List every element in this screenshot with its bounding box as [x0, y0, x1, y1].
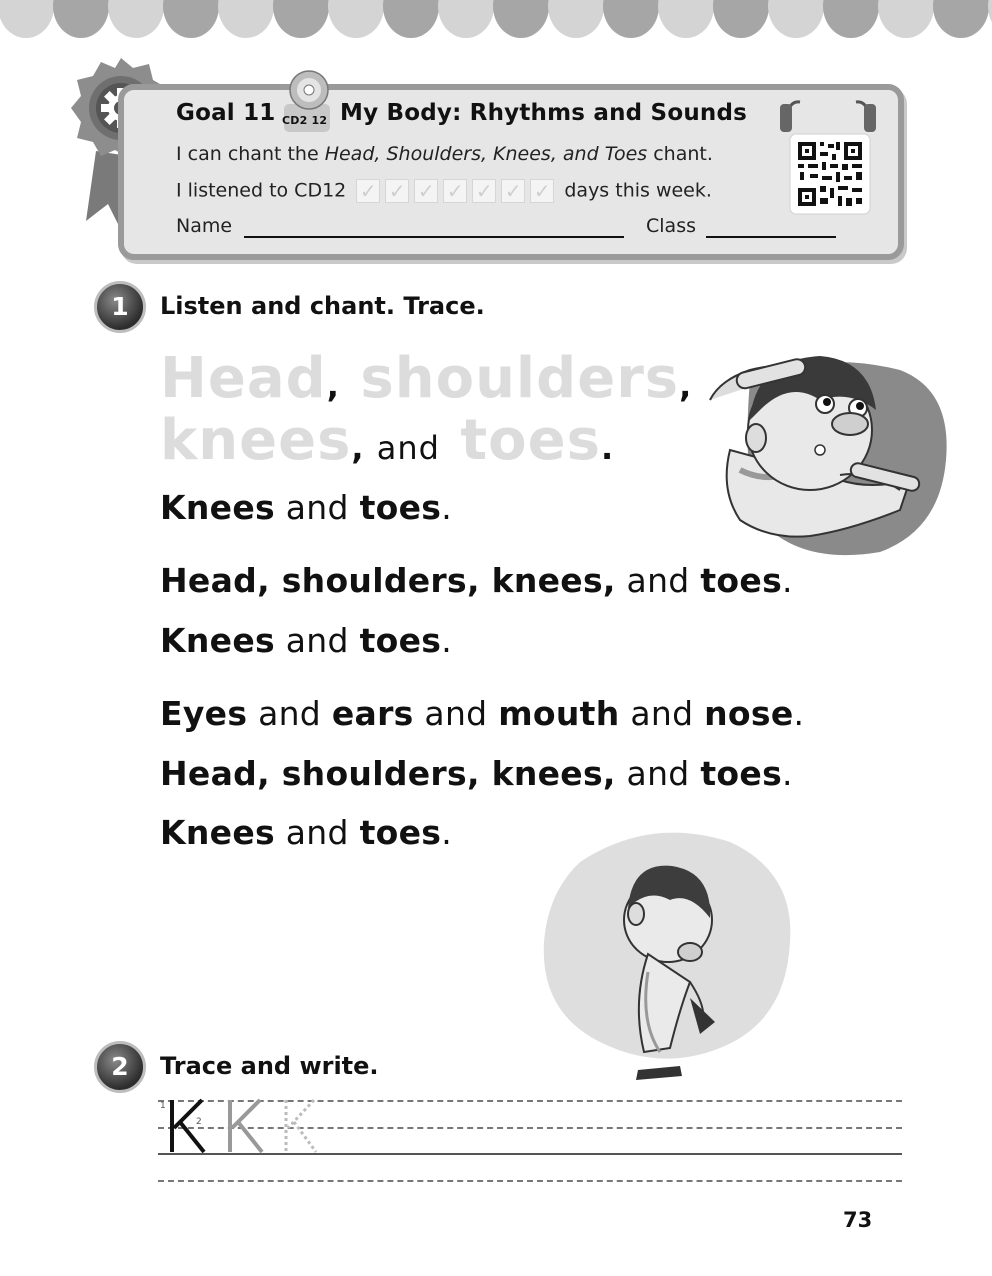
section-2-number: 2 [94, 1041, 146, 1093]
day-checkbox[interactable]: ✓ [385, 179, 409, 203]
trace-line-2 [160, 408, 614, 473]
scallop-shape [988, 0, 992, 38]
chant-bold: toes [359, 813, 442, 852]
letter-k-trace-dark [230, 1100, 262, 1152]
trace-word[interactable]: shoulders [360, 346, 680, 411]
trace-word[interactable]: Head [160, 346, 327, 411]
section-2-instruction: Trace and write. [160, 1052, 379, 1080]
chant-bold: toes [359, 621, 442, 660]
day-checkbox[interactable]: ✓ [530, 179, 554, 203]
chant-normal: and [413, 694, 499, 733]
name-field[interactable] [244, 236, 624, 238]
scallop-shape [933, 0, 989, 38]
scallop-shape [53, 0, 109, 38]
section-1-instruction: Listen and chant. Trace. [160, 292, 485, 320]
scallop-shape [603, 0, 659, 38]
scalloped-border [0, 0, 992, 40]
scallop-shape [0, 0, 54, 38]
statement-suffix: chant. [647, 143, 713, 165]
connector-word: and [376, 429, 440, 467]
scallop-shape [218, 0, 274, 38]
letter-k-tracing[interactable] [158, 1094, 328, 1158]
chant-bold: Knees [160, 813, 275, 852]
headphones-icon [780, 104, 792, 132]
boy-touching-toes-illustration [540, 822, 795, 1084]
chant-period: . [782, 561, 793, 600]
chant-line [160, 621, 452, 660]
day-checkbox[interactable]: ✓ [472, 179, 496, 203]
trace-word[interactable]: knees [160, 408, 352, 473]
day-checkbox[interactable]: ✓ [501, 179, 525, 203]
goal-statement [176, 143, 713, 165]
goal-label: Goal 11 [176, 100, 276, 126]
chant-normal: and [274, 488, 360, 527]
chant-normal: and [274, 813, 360, 852]
trace-word[interactable]: toes [460, 408, 601, 473]
handwriting-descender-line [158, 1180, 902, 1182]
scallop-shape [438, 0, 494, 38]
scallop-shape [383, 0, 439, 38]
day-checkboxes [356, 179, 554, 203]
chant-bold: Head, shoulders, knees, [160, 561, 616, 600]
page-number: 73 [843, 1208, 873, 1232]
chant-line [160, 561, 793, 600]
chant-bold: mouth [498, 694, 620, 733]
goal-title: My Body: Rhythms and Sounds [340, 100, 748, 126]
scallop-shape [768, 0, 824, 38]
statement-prefix: I can chant the [176, 143, 325, 165]
letter-k-model [160, 1100, 204, 1152]
day-checkbox[interactable]: ✓ [443, 179, 467, 203]
scallop-shape [108, 0, 164, 38]
chant-name: Head, Shoulders, Knees, and Toes [324, 143, 648, 165]
class-field[interactable] [706, 236, 836, 238]
chant-bold: Knees [160, 621, 275, 660]
chant-line [160, 694, 804, 733]
section-1-number: 1 [94, 281, 146, 333]
chant-period: . [441, 813, 453, 852]
chant-bold: Knees [160, 488, 275, 527]
day-checkbox[interactable]: ✓ [356, 179, 380, 203]
scallop-shape [878, 0, 934, 38]
chant-line [160, 754, 793, 793]
punctuation: , [679, 367, 693, 405]
chant-line [160, 813, 452, 852]
chant-line [160, 488, 452, 527]
chant-bold: Head, shoulders, knees, [160, 754, 616, 793]
boy-touching-head-illustration [700, 340, 952, 560]
scallop-shape [163, 0, 219, 38]
chant-normal: and [615, 561, 701, 600]
tracker-suffix: days this week. [564, 179, 712, 202]
qr-code[interactable] [778, 98, 878, 218]
scallop-shape [273, 0, 329, 38]
tracker-prefix: I listened to CD12 [176, 179, 347, 202]
scallop-shape [493, 0, 549, 38]
chant-normal: and [615, 754, 701, 793]
scallop-shape [328, 0, 384, 38]
chant-bold: toes [359, 488, 442, 527]
chant-bold: toes [700, 561, 783, 600]
cd-track-label: CD2 12 [282, 114, 328, 127]
chant-period: . [441, 621, 453, 660]
punctuation: , [326, 367, 340, 405]
stroke-number-2: 2 [196, 1117, 202, 1127]
stroke-number-1: 1 [160, 1101, 166, 1111]
chant-bold: Eyes [160, 694, 248, 733]
chant-normal: and [247, 694, 332, 733]
chant-normal: and [274, 621, 360, 660]
listening-tracker [176, 179, 712, 203]
scallop-shape [548, 0, 604, 38]
chant-normal: and [619, 694, 705, 733]
chant-period: . [782, 754, 793, 793]
chant-period: . [441, 488, 453, 527]
scallop-shape [658, 0, 714, 38]
goal-heading [176, 100, 748, 127]
class-label: Class [646, 215, 696, 237]
trace-line-1 [160, 346, 692, 411]
letter-k-trace-dotted [286, 1100, 316, 1152]
chant-period: . [793, 694, 805, 733]
chant-bold: nose [704, 694, 794, 733]
scallop-shape [823, 0, 879, 38]
chant-bold: toes [700, 754, 783, 793]
scallop-shape [713, 0, 769, 38]
chant-bold: ears [331, 694, 414, 733]
punctuation: , [351, 429, 377, 467]
name-label: Name [176, 215, 233, 237]
punctuation: . [600, 429, 615, 467]
day-checkbox[interactable]: ✓ [414, 179, 438, 203]
